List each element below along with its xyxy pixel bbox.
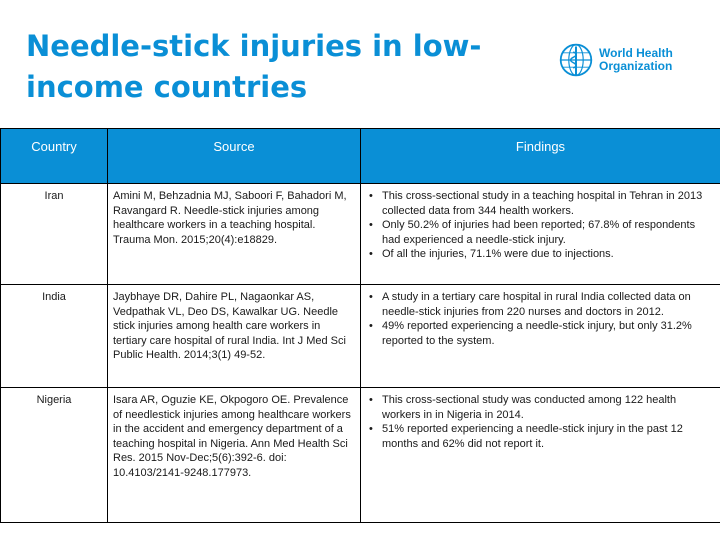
finding-item: • A study in a tertiary care hospital in rural India collected data on needle-stick injuries from 220 nurses and doctors in 2012.	[366, 290, 715, 319]
table-header-row	[1, 129, 720, 184]
studies-table	[0, 128, 720, 523]
header-source: Source	[108, 129, 361, 184]
row-country: Nigeria	[1, 388, 108, 523]
row-source: Amini M, Behzadnia MJ, Saboori F, Bahadori M, Ravangard R. Needle-stick injuries among healthcare workers in a teaching hospital. Trauma Mon. 2015;20(4):e18829.	[108, 184, 361, 285]
header-country: Country	[1, 129, 108, 184]
table-row	[1, 285, 720, 388]
row-country: India	[1, 285, 108, 388]
row-country: Iran	[1, 184, 108, 285]
row-findings	[361, 184, 720, 285]
logo-line-1: World Health	[599, 46, 673, 60]
finding-item: • 51% reported experiencing a needle-stick injury in the past 12 months and 62% did not report it.	[366, 422, 715, 451]
finding-item: • This cross-sectional study in a teaching hospital in Tehran in 2013 collected data from 344 health workers.	[366, 189, 715, 218]
row-findings	[361, 388, 720, 523]
logo-line-2: Organization	[599, 59, 673, 73]
row-source: Jaybhaye DR, Dahire PL, Nagaonkar AS, Vedpathak VL, Deo DS, Kawalkar UG. Needle stick injuries among health care workers in tertiary care hospital of rural India. Int J Med Sci Public Health. 2014;3(1) 49-52.	[108, 285, 361, 388]
finding-item: • Of all the injuries, 71.1% were due to injections.	[366, 247, 715, 262]
finding-item: • Only 50.2% of injuries had been reported; 67.8% of respondents had experienced a needle-stick injury.	[366, 218, 715, 247]
page-title: Needle-stick injuries in low-income countries	[26, 29, 482, 104]
finding-item: • 49% reported experiencing a needle-stick injury, but only 31.2% reported to the system.	[366, 319, 715, 348]
row-findings	[361, 285, 720, 388]
table-row	[1, 184, 720, 285]
finding-item: • This cross-sectional study was conducted among 122 health workers in in Nigeria in 2014.	[366, 393, 715, 422]
row-source: Isara AR, Oguzie KE, Okpogoro OE. Prevalence of needlestick injuries among healthcare workers in the accident and emergency department of a teaching hospital in Nigeria. Ann Med Health Sci Res. 2015 Nov-Dec;5(6):392-6. doi: 10.4103/2141-9248.177973.	[108, 388, 361, 523]
table-row	[1, 388, 720, 523]
header-findings: Findings	[361, 129, 720, 184]
who-logo	[558, 42, 719, 78]
who-emblem-icon	[558, 42, 594, 78]
